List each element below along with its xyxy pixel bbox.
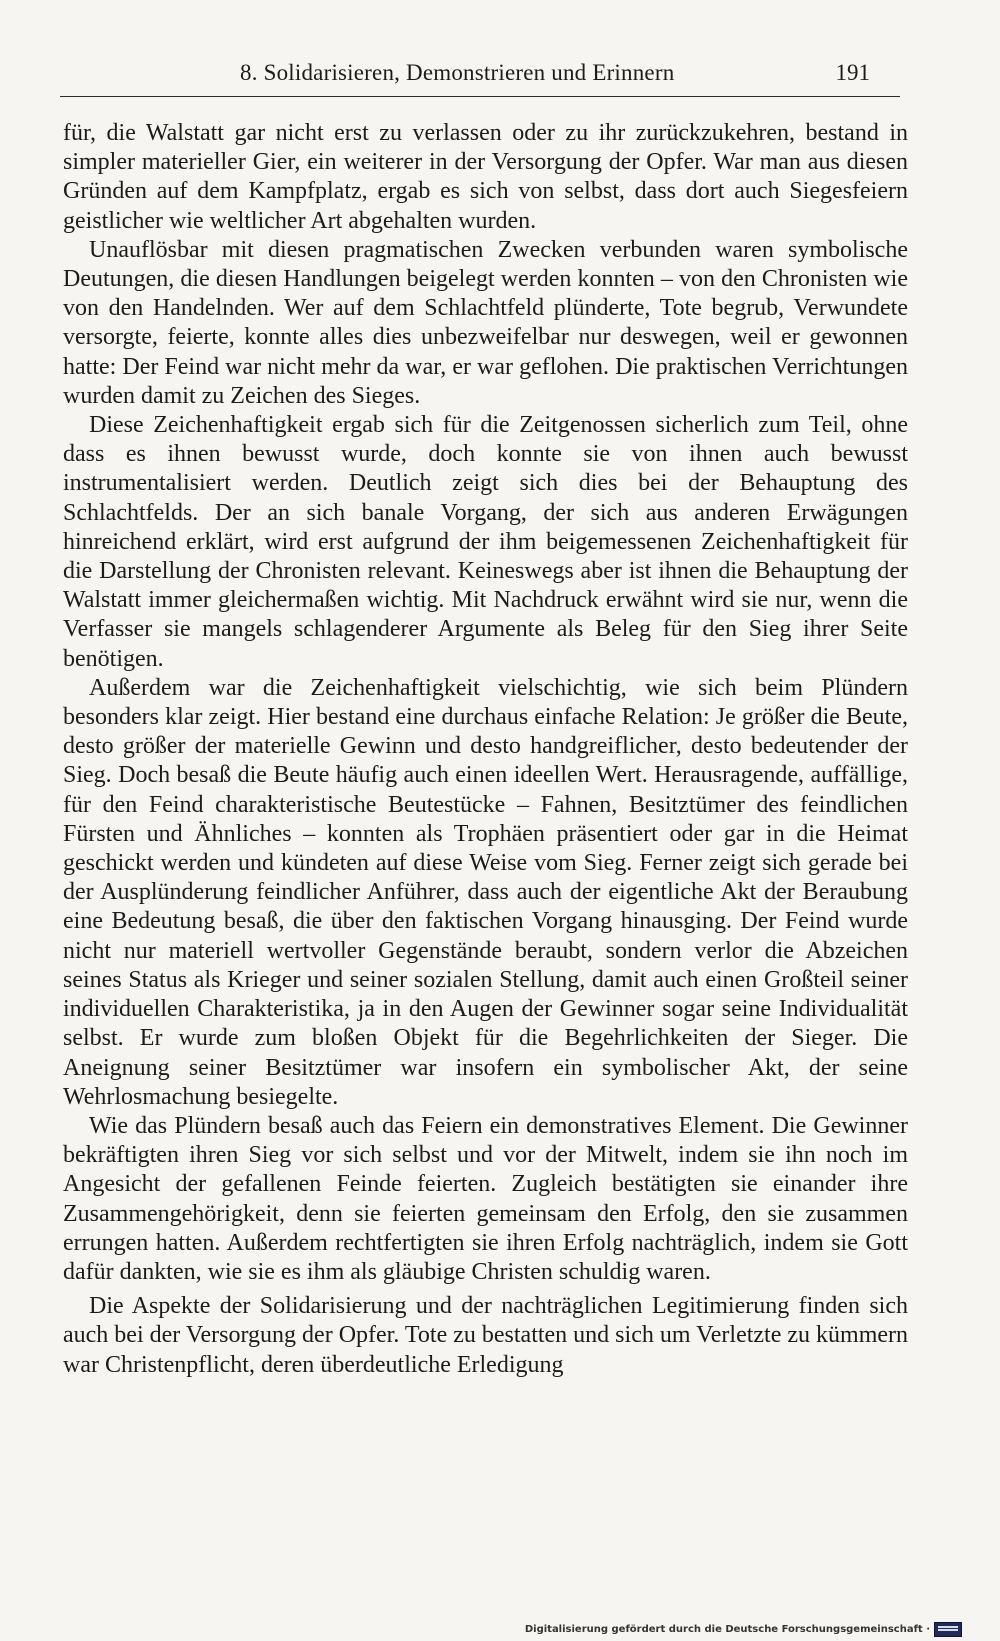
paragraph-1: für, die Walstatt gar nicht erst zu verlassen oder zu ihr zurückzukehren, bestand in simpler materieller Gier, ein weiterer in der Versorgung der Opfer. War man aus diesen Gründen auf dem Kampfplatz, ergab es sich von selbst, dass dort auch Siegesfeiern geistlicher wie weltlicher Art abgehalten wurden. <box>63 120 908 234</box>
body-text <box>63 119 908 1380</box>
running-header <box>60 58 900 97</box>
paragraph-4: Außerdem war die Zeichenhaftigkeit vielschichtig, wie sich beim Plündern besonders klar zeigt. Hier bestand eine durchaus einfache Relation: Je größer die Beute, desto größer der materielle Gewinn und desto handgreiflicher, desto bedeutender der Sieg. Doch besaß die Beute häufig auch einen ideellen Wert. Herausragende, auffällige, für den Feind charakteristische Beutestücke – Fahnen, Besitztümer des feindlichen Fürsten und Ähnliches – konnten als Trophäen präsentiert oder gar in die Heimat geschickt werden und kündeten auf diese Weise vom Sieg. Ferner zeigt sich gerade bei der Ausplünderung feindlicher Anführer, dass auch der eigentliche Akt der Beraubung eine Bedeutung besaß, die über den faktischen Vorgang hinausging. Der Feind wurde nicht nur materiell wertvoller Gegenstände beraubt, sondern verlor die Abzeichen seines Status als Krieger und seiner sozialen Stellung, damit auch einen Großteil seiner individuellen Charakteristika, ja in den Augen der Gewinner sogar seine Individualität selbst. Er wurde zum bloßen Objekt für die Begehrlichkeiten der Sieger. Die Aneignung seiner Besitztümer war insofern ein symbolischer Akt, der seine Wehrlosmachung besiegelte. <box>63 674 908 1110</box>
digitization-credit <box>525 1622 962 1637</box>
page-number: 191 <box>835 60 870 85</box>
dfg-logo-icon <box>934 1622 962 1637</box>
paragraph-2: Unauflösbar mit diesen pragmatischen Zwecken verbunden waren symbolische Deutungen, die diesen Handlungen beigelegt werden konnten – von den Chronisten wie von den Handelnden. Wer auf dem Schlachtfeld plünderte, Tote begrub, Verwundete versorgte, feierte, konnte alles dies unbezweifelbar nur deswegen, weil er gewonnen hatte: Der Feind war nicht mehr da war, er war geflohen. Die praktischen Verrichtungen wurden damit zu Zeichen des Sieges. <box>63 236 908 409</box>
paragraph-3: Diese Zeichenhaftigkeit ergab sich für die Zeitgenossen sicherlich zum Teil, ohne dass es ihnen bewusst wurde, doch konnte sie von ihnen auch bewusst instrumentalisiert werden. Deutlich zeigt sich dies bei der Behauptung des Schlachtfelds. Der an sich banale Vorgang, der sich aus anderen Erwägungen hinreichend erklärt, wird erst aufgrund der ihm beigemessenen Zeichenhaftigkeit für die Darstellung der Chronisten relevant. Keineswegs aber ist ihnen die Behauptung der Walstatt immer gleichermaßen wichtig. Mit Nachdruck erwähnt wird sie nur, wenn die Verfasser sie mangels schlagenderer Argumente als Beleg für den Sieg ihrer Seite benötigen. <box>63 412 908 672</box>
running-title: 8. Solidarisieren, Demonstrieren und Erinnern <box>240 60 675 85</box>
paragraph-6: Die Aspekte der Solidarisierung und der nachträglichen Legitimierung finden sich auch bei der Versorgung der Opfer. Tote zu bestatten und sich um Verletzte zu kümmern war Christenpflicht, deren überdeutliche Erledigung <box>63 1293 908 1378</box>
paragraph-5: Wie das Plündern besaß auch das Feiern ein demonstratives Element. Die Gewinner bekräftigten ihren Sieg vor sich selbst und vor der Mitwelt, indem sie ihn noch im Angesicht der gefallenen Feinde feierten. Zugleich bestätigten sie einander ihre Zusammengehörigkeit, denn sie feierten gemeinsam den Erfolg, den sie zusammen errungen hatten. Außerdem rechtfertigten sie ihren Erfolg nachträglich, indem sie Gott dafür dankten, wie sie es ihm als gläubige Christen schuldig waren. <box>63 1112 908 1285</box>
digitization-credit-text: Digitalisierung gefördert durch die Deutsche Forschungsgemeinschaft · <box>524 1624 930 1635</box>
